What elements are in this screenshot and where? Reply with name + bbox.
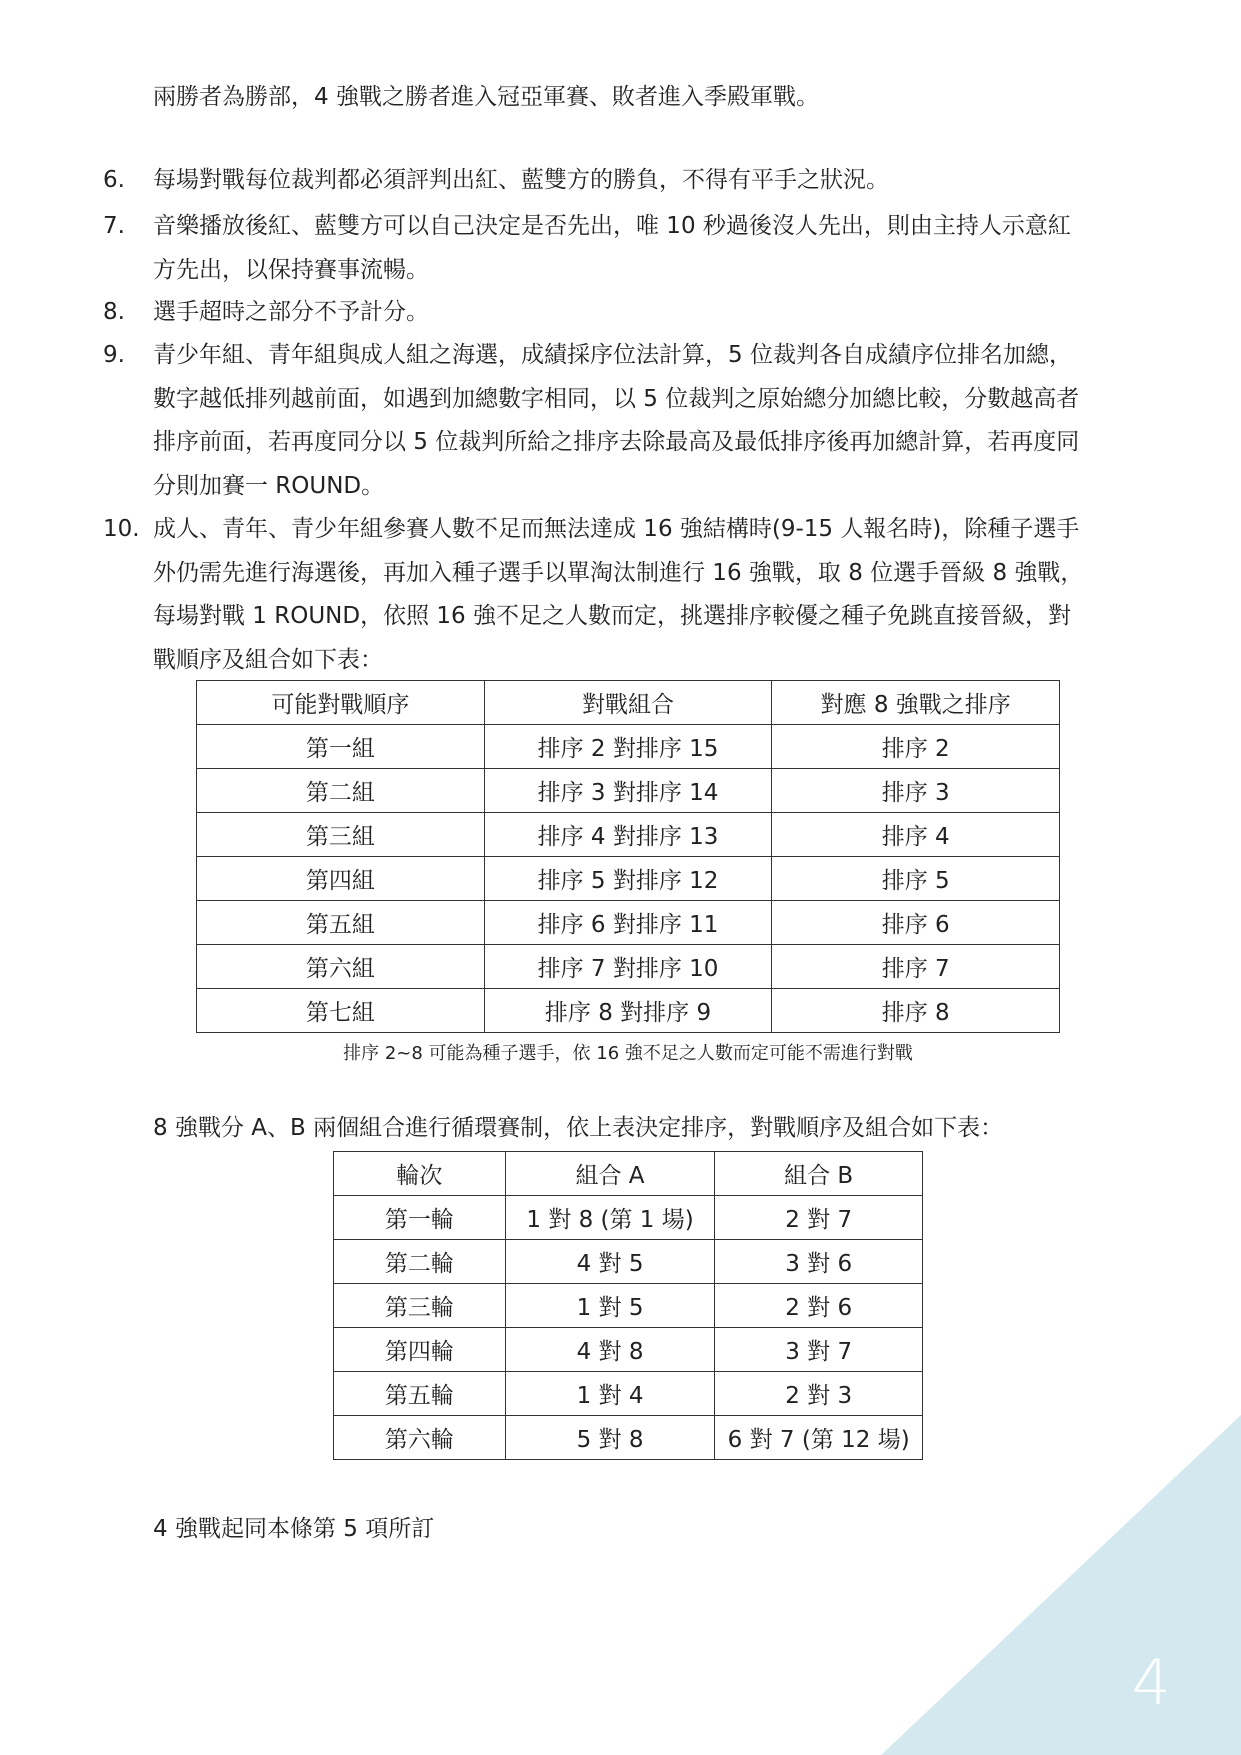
item-line: 青少年組、青年組與成人組之海選，成績採序位法計算，5 位裁判各自成績序位排名加總， bbox=[153, 342, 1072, 368]
table-cell: 排序 4 bbox=[772, 813, 1060, 857]
table-cell: 2 對 7 bbox=[715, 1196, 923, 1240]
table-row bbox=[197, 857, 1060, 901]
item-body bbox=[153, 205, 1153, 292]
table-cell: 排序 7 bbox=[772, 945, 1060, 989]
table-row bbox=[197, 813, 1060, 857]
table-cell: 5 對 8 bbox=[505, 1416, 715, 1460]
page-number: 4 bbox=[1131, 1646, 1171, 1719]
table-cell: 第一組 bbox=[197, 725, 485, 769]
table-header-row bbox=[197, 681, 1060, 725]
table-cell: 第六組 bbox=[197, 945, 485, 989]
intro-text: 兩勝者為勝部，4 強戰之勝者進入冠亞軍賽、敗者進入季殿軍戰。 bbox=[153, 84, 819, 110]
round-of-16-table bbox=[196, 680, 1060, 1033]
item-body bbox=[153, 159, 1153, 203]
item-line: 戰順序及組合如下表： bbox=[153, 646, 383, 673]
closing-text: 4 強戰起同本條第 5 項所訂 bbox=[153, 1516, 435, 1542]
table-note: 排序 2~8 可能為種子選手，依 16 強不足之人數而定可能不需進行對戰 bbox=[343, 1043, 913, 1064]
corner-triangle bbox=[881, 1415, 1241, 1755]
item-number: 10. bbox=[103, 516, 140, 542]
table-header-cell: 輪次 bbox=[334, 1152, 506, 1196]
round-robin-intro: 8 強戰分 A、B 兩個組合進行循環賽制，依上表決定排序，對戰順序及組合如下表： bbox=[153, 1115, 1004, 1141]
item-line: 排序前面，若再度同分以 5 位裁判所給之排序去除最高及最低排序後再加總計算，若再度同 bbox=[153, 429, 1080, 455]
table-cell: 排序 8 對排序 9 bbox=[484, 989, 772, 1033]
item-number: 8. bbox=[103, 299, 125, 325]
item-line: 方先出，以保持賽事流暢。 bbox=[153, 256, 429, 283]
table-cell: 排序 4 對排序 13 bbox=[484, 813, 772, 857]
table-header-cell: 組合 A bbox=[505, 1152, 715, 1196]
item-line: 每場對戰 1 ROUND，依照 16 強不足之人數而定，挑選排序較優之種子免跳直接晉級，對 bbox=[153, 603, 1071, 629]
table-cell: 4 對 5 bbox=[505, 1240, 715, 1284]
table-cell: 排序 2 bbox=[772, 725, 1060, 769]
table-row bbox=[197, 945, 1060, 989]
table-header-row bbox=[334, 1152, 923, 1196]
item-number: 6. bbox=[103, 167, 125, 193]
item-line: 數字越低排列越前面，如遇到加總數字相同，以 5 位裁判之原始總分加總比較，分數越高者 bbox=[153, 385, 1080, 412]
list-item-8 bbox=[103, 291, 1153, 335]
table-row bbox=[334, 1196, 923, 1240]
table-row bbox=[334, 1284, 923, 1328]
table-cell: 第三組 bbox=[197, 813, 485, 857]
table-row bbox=[334, 1372, 923, 1416]
table-cell: 1 對 8 (第 1 場) bbox=[505, 1196, 715, 1240]
table-cell: 第七組 bbox=[197, 989, 485, 1033]
table-cell: 排序 7 對排序 10 bbox=[484, 945, 772, 989]
table-cell: 第二輪 bbox=[334, 1240, 506, 1284]
item-number: 9. bbox=[103, 342, 125, 368]
list-item-7 bbox=[103, 205, 1153, 292]
item-line: 選手超時之部分不予計分。 bbox=[153, 299, 429, 325]
table-row bbox=[334, 1416, 923, 1460]
table-cell: 第一輪 bbox=[334, 1196, 506, 1240]
item-body bbox=[153, 334, 1153, 508]
table-row bbox=[197, 989, 1060, 1033]
table-header-cell: 組合 B bbox=[715, 1152, 923, 1196]
table-cell: 3 對 6 bbox=[715, 1240, 923, 1284]
table-cell: 第五輪 bbox=[334, 1372, 506, 1416]
table-cell: 排序 5 bbox=[772, 857, 1060, 901]
list-item-9 bbox=[103, 334, 1153, 508]
table-header-cell: 對戰組合 bbox=[484, 681, 772, 725]
table-cell: 第二組 bbox=[197, 769, 485, 813]
table-cell: 排序 8 bbox=[772, 989, 1060, 1033]
table-header-cell: 可能對戰順序 bbox=[197, 681, 485, 725]
item-line: 分則加賽一 ROUND。 bbox=[153, 472, 385, 499]
table-cell: 排序 6 bbox=[772, 901, 1060, 945]
table-cell: 第三輪 bbox=[334, 1284, 506, 1328]
table-cell: 排序 6 對排序 11 bbox=[484, 901, 772, 945]
table-cell: 2 對 6 bbox=[715, 1284, 923, 1328]
table-cell: 6 對 7 (第 12 場) bbox=[715, 1416, 923, 1460]
item-line: 音樂播放後紅、藍雙方可以自己決定是否先出，唯 10 秒過後沒人先出，則由主持人示意紅 bbox=[153, 213, 1071, 239]
item-body bbox=[153, 508, 1153, 682]
table-cell: 1 對 4 bbox=[505, 1372, 715, 1416]
table-cell: 第四組 bbox=[197, 857, 485, 901]
round-robin-table bbox=[333, 1151, 923, 1460]
list-item-6 bbox=[103, 159, 1153, 203]
table-row bbox=[197, 725, 1060, 769]
table-row bbox=[334, 1328, 923, 1372]
corner-decoration bbox=[881, 1415, 1241, 1755]
table-cell: 4 對 8 bbox=[505, 1328, 715, 1372]
item-line: 外仍需先進行海選後，再加入種子選手以單淘汰制進行 16 強戰，取 8 位選手晉級 8 強戰， bbox=[153, 559, 1084, 586]
table-cell: 第五組 bbox=[197, 901, 485, 945]
item-line: 成人、青年、青少年組參賽人數不足而無法達成 16 強結構時(9-15 人報名時)，除種子選手 bbox=[153, 516, 1080, 542]
list-item-10 bbox=[103, 508, 1153, 682]
table-cell: 排序 2 對排序 15 bbox=[484, 725, 772, 769]
table-row bbox=[334, 1240, 923, 1284]
table-cell: 第六輪 bbox=[334, 1416, 506, 1460]
item-number: 7. bbox=[103, 213, 125, 239]
table-cell: 排序 5 對排序 12 bbox=[484, 857, 772, 901]
table-cell: 3 對 7 bbox=[715, 1328, 923, 1372]
table-header-cell: 對應 8 強戰之排序 bbox=[772, 681, 1060, 725]
item-line: 每場對戰每位裁判都必須評判出紅、藍雙方的勝負，不得有平手之狀況。 bbox=[153, 167, 889, 193]
table-cell: 排序 3 對排序 14 bbox=[484, 769, 772, 813]
table-row bbox=[197, 901, 1060, 945]
table-cell: 1 對 5 bbox=[505, 1284, 715, 1328]
table-cell: 2 對 3 bbox=[715, 1372, 923, 1416]
table-row bbox=[197, 769, 1060, 813]
table-cell: 第四輪 bbox=[334, 1328, 506, 1372]
table-cell: 排序 3 bbox=[772, 769, 1060, 813]
item-body bbox=[153, 291, 1153, 335]
